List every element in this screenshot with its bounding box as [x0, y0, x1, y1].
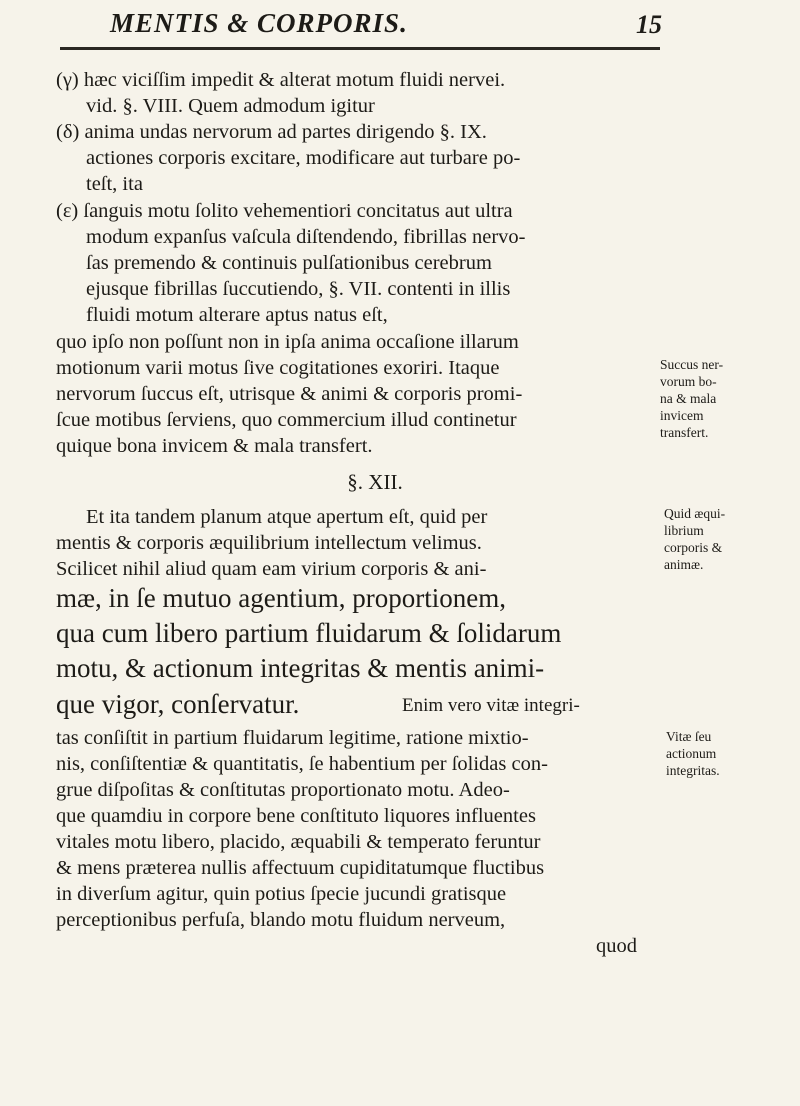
text-line: (δ) anima undas nervorum ad partes dirigendo §. IX. [56, 121, 487, 143]
catchword: quod [596, 935, 637, 957]
text-line: teſt, ita [86, 173, 143, 195]
text-line: que quamdiu in corpore bene conſtituto liquores influentes [56, 805, 536, 827]
text-line-large: que vigor, conſervatur. [56, 689, 300, 719]
text-line: modum expanſus vaſcula diſtendendo, fibrillas nervo- [86, 226, 526, 248]
text-line: tas conſiſtit in partium fluidarum legitime, ratione mixtio- [56, 727, 529, 749]
page-number: 15 [636, 10, 662, 39]
margin-note-succus: Succus ner- vorum bo- na & mala invicem transfert. [660, 357, 724, 440]
text-line: quo ipſo non poſſunt non in ipſa anima occaſione illarum [56, 331, 519, 353]
text-line: in diverſum agitur, quin potius ſpecie jucundi gratisque [56, 883, 507, 905]
text-line: (ε) ſanguis motu ſolito vehementiori concitatus aut ultra [56, 200, 513, 222]
header-rule [60, 47, 660, 50]
text-line: nervorum ſuccus eſt, utrisque & animi & corporis promi- [56, 383, 523, 405]
text-line: ſas premendo & continuis pulſationibus cerebrum [86, 252, 492, 274]
margin-note-integritas: Vitæ ſeu actionum integritas. [666, 729, 720, 778]
text-line: (γ) hæc viciſſim impedit & alterat motum fluidi nervei. [56, 69, 506, 91]
text-line: perceptionibus perfuſa, blando motu fluidum nerveum, [56, 909, 506, 931]
text-line: grue diſpoſitas & conſtitutas proportionato motu. Adeo- [56, 779, 510, 801]
text-line: & mens præterea nullis affectuum cupiditatumque fluctibus [56, 857, 545, 879]
text-line: vid. §. VIII. Quem admodum igitur [86, 95, 375, 117]
text-line: vitales motu libero, placido, æquabili & temperato feruntur [56, 831, 541, 853]
text-line: Scilicet nihil aliud quam eam virium corporis & ani- [56, 558, 487, 580]
text-line: Enim vero vitæ integri- [402, 695, 580, 716]
text-line: motionum varii motus ſive cogitationes exoriri. Itaque [56, 357, 500, 379]
text-line-large: qua cum libero partium fluidarum & ſolidarum [56, 618, 562, 648]
section-heading: §. XII. [347, 470, 403, 494]
text-line: quique bona invicem & mala transfert. [56, 435, 373, 457]
text-line: ejusque fibrillas ſuccutiendo, §. VII. contenti in illis [86, 278, 511, 300]
text-line: fluidi motum alterare aptus natus eſt, [86, 304, 388, 326]
text-line: mentis & corporis æquilibrium intellectum velimus. [56, 532, 482, 554]
text-line-large: mæ, in ſe mutuo agentium, proportionem, [56, 583, 506, 613]
text-line: nis, conſiſtentiæ & quantitatis, ſe habentium per ſolidas con- [56, 753, 548, 775]
text-line: ſcue motibus ſerviens, quo commercium illud continetur [56, 409, 517, 431]
text-line: actiones corporis excitare, modificare aut turbare po- [86, 147, 521, 169]
margin-note-aequilibrium: Quid æqui- librium corporis & animæ. [664, 506, 726, 572]
text-line: Et ita tandem planum atque apertum eſt, quid per [86, 506, 488, 528]
text-line-large: motu, & actionum integritas & mentis animi- [56, 653, 545, 683]
running-head: MENTIS & CORPORIS. [110, 8, 408, 38]
